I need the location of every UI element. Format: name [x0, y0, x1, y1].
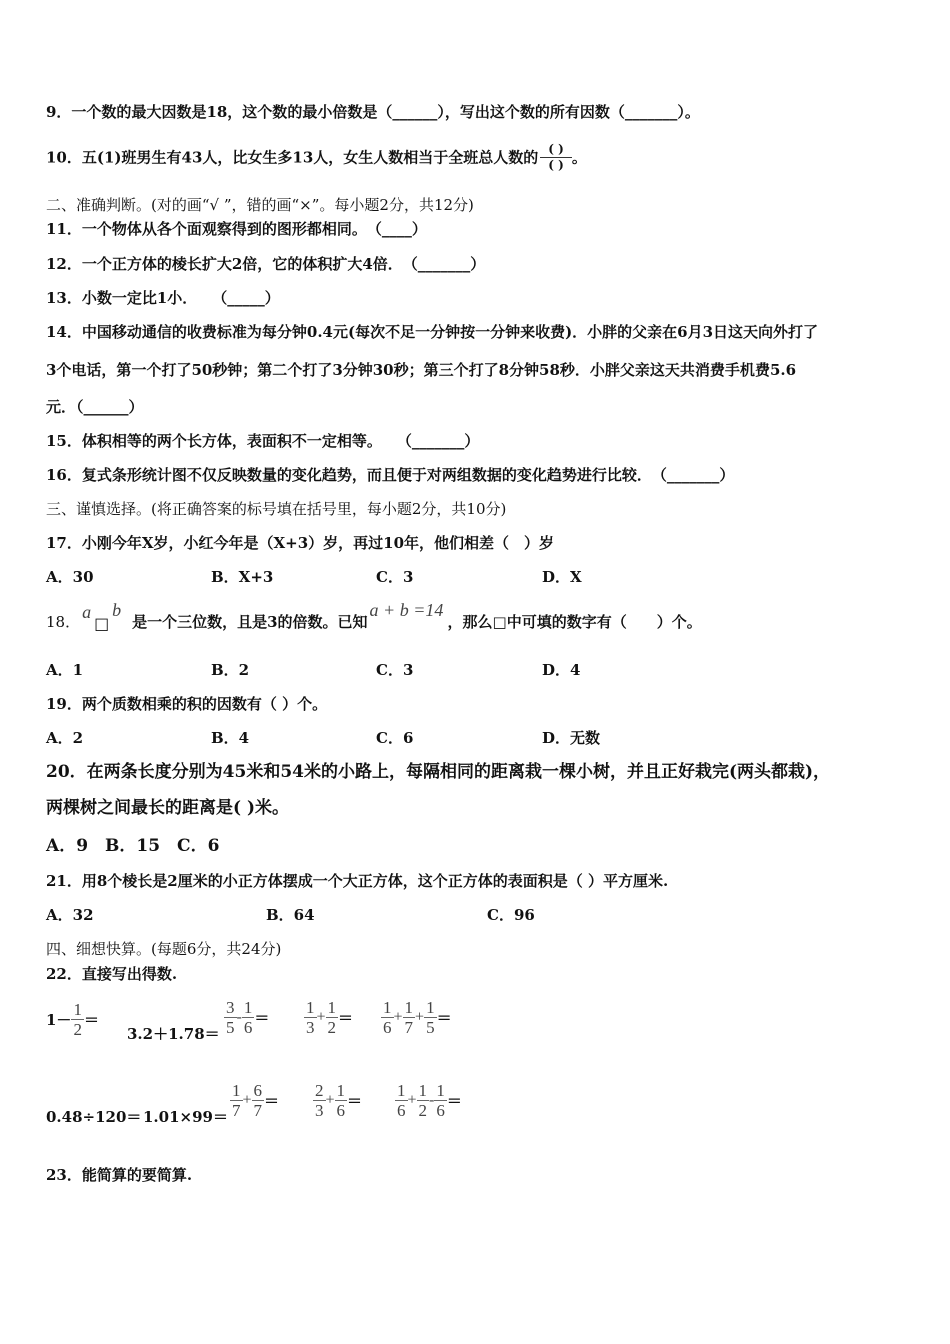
question-20-line-2: 两棵树之间最长的距离是( )米。 — [46, 798, 290, 818]
expr-frac-add-3: $\frac{2}{3}$ + $\frac{1}{6}$ ＝ — [315, 1081, 363, 1120]
three-digit-number: a □ b — [82, 600, 122, 633]
q17-option-b[interactable]: B．X+3 — [211, 568, 274, 586]
expr-frac-add-2: $\frac{1}{7}$ + $\frac{6}{7}$ ＝ — [232, 1081, 280, 1120]
q20-options[interactable]: A．9 B．15 C．6 — [46, 836, 220, 856]
question-16: 16．复式条形统计图不仅反映数量的变化趋势，而且便于对两组数据的变化趋势进行比较． （_______） — [46, 466, 735, 484]
answer-fraction: $\frac{( )}{( )}$ — [540, 142, 572, 173]
q17-option-c[interactable]: C．3 — [376, 568, 414, 586]
question-19: 19．两个质数相乘的积的因数有（ ）个。 — [46, 695, 328, 713]
expr-decimal-div: 0.48÷120＝ — [46, 1108, 142, 1126]
q21-option-a[interactable]: A．32 — [46, 906, 94, 924]
question-12: 12．一个正方体的棱长扩大2倍，它的体积扩大4倍． （_______） — [46, 255, 486, 273]
q19-option-c[interactable]: C．6 — [376, 729, 414, 747]
condition-expression: a + b =14 — [369, 600, 444, 620]
q19-option-a[interactable]: A．2 — [46, 729, 84, 747]
question-14-line-1: 14．中国移动通信的收费标准为每分钟0.4元(每次不足一分钟按一分钟来收费)．小胖的父亲在6月3日这天向外打了 — [46, 323, 819, 341]
question-11: 11．一个物体从各个面观察得到的图形都相同。 （____） — [46, 220, 427, 238]
q18-option-a[interactable]: A．1 — [46, 661, 84, 679]
expr-decimal-add: 3.2＋1.78＝ — [127, 1025, 220, 1043]
section-4-heading: 四、细想快算。(每题6分，共24分) — [46, 940, 282, 958]
question-14-line-3: 元．（______） — [46, 398, 144, 416]
q17-option-a[interactable]: A．30 — [46, 568, 94, 586]
q17-option-d[interactable]: D．X — [542, 568, 582, 586]
question-9: 9．一个数的最大因数是18，这个数的最小倍数是（______），写出这个数的所有因数（_______）。 — [46, 103, 700, 121]
q18-option-b[interactable]: B．2 — [211, 661, 250, 679]
q21-option-c[interactable]: C．96 — [487, 906, 535, 924]
question-13: 13．小数一定比1小． （_____） — [46, 289, 280, 307]
q19-option-b[interactable]: B．4 — [211, 729, 250, 747]
expr-decimal-mul: 1.01×99＝ — [143, 1108, 228, 1126]
section-3-heading: 三、谨慎选择。(将正确答案的标号填在括号里，每小题2分，共10分) — [46, 500, 507, 518]
section-2-heading: 二、准确判断。(对的画“√ ”，错的画“×”。每小题2分，共12分) — [46, 196, 474, 214]
expr-frac-mixed-three: $\frac{1}{6}$ + $\frac{1}{2}$ - $\frac{1}{6}$ ＝ — [397, 1081, 462, 1120]
question-21: 21．用8个棱长是2厘米的小正方体摆成一个大正方体，这个正方体的表面积是（ ）平方厘米. — [46, 872, 669, 890]
question-10: 10．五(1)班男生有43人，比女生多13人，女生人数相当于全班总人数的 $\frac{( )}{( )}$ 。 — [46, 142, 587, 172]
expr-frac-sub-1: $\frac{3}{5}$ - $\frac{1}{6}$ ＝ — [226, 998, 270, 1037]
question-17: 17．小刚今年X岁，小红今年是（X+3）岁，再过10年，他们相差（ ）岁 — [46, 534, 555, 552]
q19-option-d[interactable]: D．无数 — [542, 729, 601, 747]
question-10-text: 10．五(1)班男生有43人，比女生多13人，女生人数相当于全班总人数的 — [46, 148, 539, 167]
q18-option-d[interactable]: D．4 — [542, 661, 581, 679]
q21-option-b[interactable]: B．64 — [266, 906, 315, 924]
expr-1-minus-half: 1－ $\frac{1}{2}$ ＝ — [46, 1000, 99, 1039]
question-20-line-1: 20．在两条长度分别为45米和54米的小路上，每隔相同的距离栽一棵小树，并且正好栽完(两头都栽)， — [46, 762, 831, 782]
question-18: 18． a □ b 是一个三位数，且是3的倍数。已知 a + b =14 ，那么□中可填的数字有（ ）个。 — [46, 604, 702, 640]
question-15: 15．体积相等的两个长方体，表面积不一定相等。 （_______） — [46, 432, 480, 450]
expr-frac-add-1: $\frac{1}{3}$ + $\frac{1}{2}$ ＝ — [306, 998, 354, 1037]
question-22: 22．直接写出得数. — [46, 965, 178, 983]
question-14-line-2: 3个电话，第一个打了50秒钟；第二个打了3分钟30秒；第三个打了8分钟58秒．小胖父亲这天共消费手机费5.6 — [46, 361, 797, 379]
q18-option-c[interactable]: C．3 — [376, 661, 414, 679]
question-23: 23．能简算的要简算. — [46, 1166, 193, 1184]
expr-frac-add-three-1: $\frac{1}{6}$ + $\frac{1}{7}$ + $\frac{1}{5}$ ＝ — [383, 998, 452, 1037]
